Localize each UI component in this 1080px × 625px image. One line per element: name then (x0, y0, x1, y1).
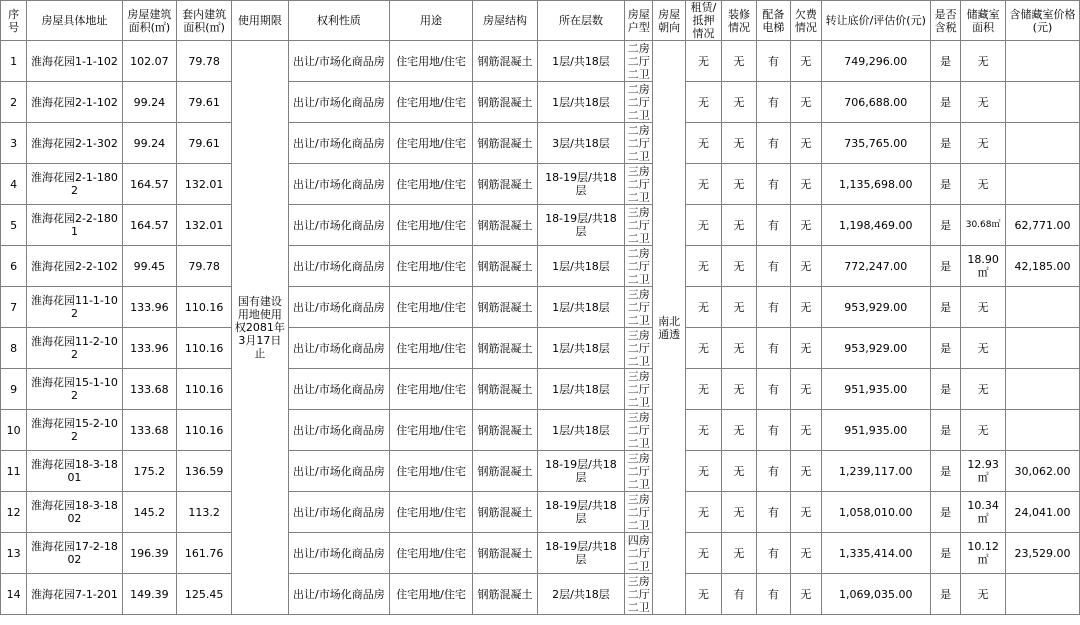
cell-structure: 钢筋混凝土 (473, 82, 538, 123)
cell-tax: 是 (930, 164, 960, 205)
cell-structure: 钢筋混凝土 (473, 574, 538, 615)
cell-storage-price (1005, 82, 1079, 123)
cell-seq: 2 (1, 82, 27, 123)
cell-floor: 1层/共18层 (537, 41, 624, 82)
cell-address: 淮海花园7-1-201 (27, 574, 122, 615)
cell-usage: 住宅用地/住宅 (390, 164, 473, 205)
cell-floor: 3层/共18层 (537, 123, 624, 164)
cell-tax: 是 (930, 451, 960, 492)
cell-inner-area: 79.78 (177, 246, 232, 287)
cell-layout: 二房二厅二卫 (625, 123, 653, 164)
cell-floor: 1层/共18层 (537, 369, 624, 410)
cell-lease: 无 (685, 246, 721, 287)
cell-elevator: 有 (756, 82, 790, 123)
cell-lease: 无 (685, 123, 721, 164)
cell-decoration: 无 (722, 328, 756, 369)
cell-property-right: 出让/市场化商品房 (288, 205, 389, 246)
cell-elevator: 有 (756, 41, 790, 82)
cell-storage-price (1005, 287, 1079, 328)
cell-structure: 钢筋混凝土 (473, 41, 538, 82)
header-term: 使用期限 (231, 1, 288, 41)
cell-usage: 住宅用地/住宅 (390, 246, 473, 287)
table-row (1, 574, 1080, 615)
cell-seq: 7 (1, 287, 27, 328)
cell-build-area: 99.45 (122, 246, 177, 287)
table-row (1, 246, 1080, 287)
cell-decoration: 无 (722, 164, 756, 205)
cell-lease: 无 (685, 41, 721, 82)
cell-usage: 住宅用地/住宅 (390, 287, 473, 328)
cell-storage-price (1005, 123, 1079, 164)
cell-elevator: 有 (756, 164, 790, 205)
cell-lease: 无 (685, 164, 721, 205)
cell-address: 淮海花园2-1-102 (27, 82, 122, 123)
cell-arrears: 无 (791, 41, 821, 82)
cell-layout: 四房二厅二卫 (625, 533, 653, 574)
cell-elevator: 有 (756, 287, 790, 328)
cell-inner-area: 110.16 (177, 410, 232, 451)
table-row (1, 164, 1080, 205)
cell-inner-area: 113.2 (177, 492, 232, 533)
cell-usage: 住宅用地/住宅 (390, 492, 473, 533)
cell-address: 淮海花园2-1-302 (27, 123, 122, 164)
cell-tax: 是 (930, 123, 960, 164)
cell-elevator: 有 (756, 410, 790, 451)
cell-storage-price: 62,771.00 (1005, 205, 1079, 246)
cell-floor: 1层/共18层 (537, 246, 624, 287)
cell-usage: 住宅用地/住宅 (390, 410, 473, 451)
cell-layout: 二房二厅二卫 (625, 246, 653, 287)
cell-layout: 三房二厅二卫 (625, 410, 653, 451)
cell-layout: 三房二厅二卫 (625, 328, 653, 369)
cell-property-right: 出让/市场化商品房 (288, 82, 389, 123)
header-structure: 房屋结构 (473, 1, 538, 41)
cell-property-right: 出让/市场化商品房 (288, 574, 389, 615)
cell-address: 淮海花园2-2-102 (27, 246, 122, 287)
cell-floor: 18-19层/共18层 (537, 451, 624, 492)
cell-price: 1,198,469.00 (821, 205, 930, 246)
cell-build-area: 133.68 (122, 410, 177, 451)
cell-storage-area: 无 (961, 574, 1006, 615)
cell-decoration: 无 (722, 82, 756, 123)
cell-storage-area: 10.34㎡ (961, 492, 1006, 533)
cell-storage-price: 30,062.00 (1005, 451, 1079, 492)
cell-elevator: 有 (756, 369, 790, 410)
cell-seq: 8 (1, 328, 27, 369)
cell-storage-price (1005, 369, 1079, 410)
cell-lease: 无 (685, 574, 721, 615)
cell-inner-area: 110.16 (177, 369, 232, 410)
cell-arrears: 无 (791, 164, 821, 205)
cell-decoration: 无 (722, 369, 756, 410)
cell-structure: 钢筋混凝土 (473, 533, 538, 574)
cell-price: 1,069,035.00 (821, 574, 930, 615)
cell-layout: 二房二厅二卫 (625, 82, 653, 123)
cell-layout: 三房二厅二卫 (625, 574, 653, 615)
cell-lease: 无 (685, 287, 721, 328)
cell-property-right: 出让/市场化商品房 (288, 410, 389, 451)
cell-price: 953,929.00 (821, 287, 930, 328)
cell-inner-area: 110.16 (177, 287, 232, 328)
header-orientation: 房屋朝向 (653, 1, 685, 41)
header-price: 转让底价/评估价(元) (821, 1, 930, 41)
cell-structure: 钢筋混凝土 (473, 123, 538, 164)
cell-inner-area: 132.01 (177, 205, 232, 246)
cell-property-right: 出让/市场化商品房 (288, 164, 389, 205)
cell-decoration: 无 (722, 410, 756, 451)
cell-address: 淮海花园15-2-102 (27, 410, 122, 451)
header-row (1, 1, 1080, 41)
table-row (1, 287, 1080, 328)
cell-tax: 是 (930, 410, 960, 451)
cell-lease: 无 (685, 410, 721, 451)
cell-usage: 住宅用地/住宅 (390, 205, 473, 246)
cell-price: 706,688.00 (821, 82, 930, 123)
cell-lease: 无 (685, 533, 721, 574)
cell-storage-price: 24,041.00 (1005, 492, 1079, 533)
cell-address: 淮海花园11-2-102 (27, 328, 122, 369)
cell-seq: 14 (1, 574, 27, 615)
cell-address: 淮海花园1-1-102 (27, 41, 122, 82)
cell-usage: 住宅用地/住宅 (390, 123, 473, 164)
cell-address: 淮海花园17-2-1802 (27, 533, 122, 574)
table-row (1, 82, 1080, 123)
cell-storage-area: 18.90㎡ (961, 246, 1006, 287)
cell-structure: 钢筋混凝土 (473, 410, 538, 451)
cell-tax: 是 (930, 369, 960, 410)
cell-elevator: 有 (756, 328, 790, 369)
cell-seq: 11 (1, 451, 27, 492)
cell-build-area: 102.07 (122, 41, 177, 82)
cell-price: 951,935.00 (821, 410, 930, 451)
cell-structure: 钢筋混凝土 (473, 369, 538, 410)
table-row (1, 123, 1080, 164)
header-seq: 序号 (1, 1, 27, 41)
cell-lease: 无 (685, 82, 721, 123)
cell-layout: 三房二厅二卫 (625, 451, 653, 492)
cell-usage: 住宅用地/住宅 (390, 451, 473, 492)
cell-storage-price (1005, 328, 1079, 369)
cell-usage: 住宅用地/住宅 (390, 533, 473, 574)
cell-tax: 是 (930, 287, 960, 328)
table-row (1, 492, 1080, 533)
table-row (1, 328, 1080, 369)
cell-address: 淮海花园18-3-1801 (27, 451, 122, 492)
cell-structure: 钢筋混凝土 (473, 205, 538, 246)
cell-tax: 是 (930, 533, 960, 574)
header-property-right: 权利性质 (288, 1, 389, 41)
cell-price: 735,765.00 (821, 123, 930, 164)
cell-inner-area: 79.61 (177, 123, 232, 164)
cell-decoration: 有 (722, 574, 756, 615)
cell-inner-area: 132.01 (177, 164, 232, 205)
cell-inner-area: 79.61 (177, 82, 232, 123)
cell-floor: 18-19层/共18层 (537, 492, 624, 533)
cell-usage: 住宅用地/住宅 (390, 82, 473, 123)
cell-storage-area: 10.12㎡ (961, 533, 1006, 574)
cell-elevator: 有 (756, 492, 790, 533)
header-storage-area: 储藏室面积 (961, 1, 1006, 41)
cell-property-right: 出让/市场化商品房 (288, 287, 389, 328)
cell-property-right: 出让/市场化商品房 (288, 369, 389, 410)
cell-elevator: 有 (756, 246, 790, 287)
cell-tax: 是 (930, 41, 960, 82)
cell-price: 772,247.00 (821, 246, 930, 287)
cell-storage-price: 23,529.00 (1005, 533, 1079, 574)
cell-lease: 无 (685, 451, 721, 492)
cell-build-area: 145.2 (122, 492, 177, 533)
cell-inner-area: 125.45 (177, 574, 232, 615)
cell-orientation: 南北通透 (653, 41, 685, 615)
cell-inner-area: 110.16 (177, 328, 232, 369)
cell-property-right: 出让/市场化商品房 (288, 533, 389, 574)
cell-lease: 无 (685, 205, 721, 246)
cell-price: 749,296.00 (821, 41, 930, 82)
cell-lease: 无 (685, 369, 721, 410)
cell-seq: 10 (1, 410, 27, 451)
cell-seq: 1 (1, 41, 27, 82)
cell-property-right: 出让/市场化商品房 (288, 328, 389, 369)
cell-storage-price (1005, 574, 1079, 615)
cell-structure: 钢筋混凝土 (473, 246, 538, 287)
cell-price: 1,135,698.00 (821, 164, 930, 205)
cell-tax: 是 (930, 328, 960, 369)
header-inner-area: 套内建筑面积(㎡) (177, 1, 232, 41)
cell-storage-price (1005, 41, 1079, 82)
header-usage: 用途 (390, 1, 473, 41)
cell-floor: 1层/共18层 (537, 410, 624, 451)
cell-structure: 钢筋混凝土 (473, 164, 538, 205)
cell-seq: 9 (1, 369, 27, 410)
cell-term: 国有建设用地使用权2081年3月17日止 (231, 41, 288, 615)
cell-layout: 三房二厅二卫 (625, 205, 653, 246)
cell-usage: 住宅用地/住宅 (390, 574, 473, 615)
table-row (1, 410, 1080, 451)
cell-build-area: 164.57 (122, 205, 177, 246)
cell-inner-area: 161.76 (177, 533, 232, 574)
cell-build-area: 175.2 (122, 451, 177, 492)
cell-elevator: 有 (756, 451, 790, 492)
cell-decoration: 无 (722, 246, 756, 287)
cell-elevator: 有 (756, 123, 790, 164)
cell-address: 淮海花园2-1-1802 (27, 164, 122, 205)
cell-price: 953,929.00 (821, 328, 930, 369)
cell-address: 淮海花园18-3-1802 (27, 492, 122, 533)
cell-build-area: 149.39 (122, 574, 177, 615)
cell-arrears: 无 (791, 492, 821, 533)
cell-elevator: 有 (756, 574, 790, 615)
cell-build-area: 133.68 (122, 369, 177, 410)
cell-layout: 三房二厅二卫 (625, 287, 653, 328)
cell-arrears: 无 (791, 82, 821, 123)
cell-storage-area: 12.93㎡ (961, 451, 1006, 492)
table-row (1, 451, 1080, 492)
cell-seq: 3 (1, 123, 27, 164)
cell-inner-area: 79.78 (177, 41, 232, 82)
cell-storage-area: 无 (961, 328, 1006, 369)
cell-arrears: 无 (791, 451, 821, 492)
cell-seq: 5 (1, 205, 27, 246)
cell-layout: 二房二厅二卫 (625, 41, 653, 82)
header-decoration: 装修情况 (722, 1, 756, 41)
cell-storage-area: 无 (961, 41, 1006, 82)
cell-floor: 18-19层/共18层 (537, 533, 624, 574)
cell-decoration: 无 (722, 287, 756, 328)
cell-storage-price: 42,185.00 (1005, 246, 1079, 287)
cell-usage: 住宅用地/住宅 (390, 41, 473, 82)
cell-floor: 1层/共18层 (537, 287, 624, 328)
header-build-area: 房屋建筑面积(㎡) (122, 1, 177, 41)
cell-price: 1,058,010.00 (821, 492, 930, 533)
table-row (1, 533, 1080, 574)
cell-layout: 三房二厅二卫 (625, 492, 653, 533)
cell-tax: 是 (930, 492, 960, 533)
cell-decoration: 无 (722, 533, 756, 574)
cell-build-area: 164.57 (122, 164, 177, 205)
cell-storage-area: 无 (961, 287, 1006, 328)
cell-floor: 18-19层/共18层 (537, 164, 624, 205)
cell-usage: 住宅用地/住宅 (390, 328, 473, 369)
cell-arrears: 无 (791, 533, 821, 574)
cell-seq: 6 (1, 246, 27, 287)
table-row (1, 369, 1080, 410)
cell-arrears: 无 (791, 246, 821, 287)
table-body (1, 41, 1080, 615)
cell-property-right: 出让/市场化商品房 (288, 451, 389, 492)
header-elevator: 配备电梯 (756, 1, 790, 41)
cell-structure: 钢筋混凝土 (473, 451, 538, 492)
cell-price: 951,935.00 (821, 369, 930, 410)
cell-tax: 是 (930, 205, 960, 246)
cell-floor: 18-19层/共18层 (537, 205, 624, 246)
cell-address: 淮海花园15-1-102 (27, 369, 122, 410)
cell-seq: 4 (1, 164, 27, 205)
cell-tax: 是 (930, 246, 960, 287)
cell-elevator: 有 (756, 533, 790, 574)
cell-arrears: 无 (791, 574, 821, 615)
header-floor: 所在层数 (537, 1, 624, 41)
cell-decoration: 无 (722, 205, 756, 246)
cell-lease: 无 (685, 328, 721, 369)
table-row (1, 41, 1080, 82)
cell-floor: 1层/共18层 (537, 82, 624, 123)
header-lease: 租赁/抵押情况 (685, 1, 721, 41)
cell-build-area: 99.24 (122, 82, 177, 123)
cell-property-right: 出让/市场化商品房 (288, 492, 389, 533)
cell-address: 淮海花园11-1-102 (27, 287, 122, 328)
cell-storage-price (1005, 164, 1079, 205)
header-arrears: 欠费情况 (791, 1, 821, 41)
cell-usage: 住宅用地/住宅 (390, 369, 473, 410)
cell-decoration: 无 (722, 451, 756, 492)
cell-arrears: 无 (791, 410, 821, 451)
cell-decoration: 无 (722, 123, 756, 164)
cell-build-area: 99.24 (122, 123, 177, 164)
cell-build-area: 133.96 (122, 287, 177, 328)
cell-storage-area: 无 (961, 123, 1006, 164)
cell-structure: 钢筋混凝土 (473, 328, 538, 369)
cell-seq: 13 (1, 533, 27, 574)
cell-floor: 1层/共18层 (537, 328, 624, 369)
cell-property-right: 出让/市场化商品房 (288, 123, 389, 164)
cell-arrears: 无 (791, 328, 821, 369)
cell-storage-price (1005, 410, 1079, 451)
table-row (1, 205, 1080, 246)
cell-property-right: 出让/市场化商品房 (288, 246, 389, 287)
cell-storage-area: 无 (961, 82, 1006, 123)
cell-structure: 钢筋混凝土 (473, 287, 538, 328)
cell-arrears: 无 (791, 123, 821, 164)
cell-build-area: 133.96 (122, 328, 177, 369)
cell-arrears: 无 (791, 369, 821, 410)
cell-storage-area: 无 (961, 369, 1006, 410)
cell-price: 1,239,117.00 (821, 451, 930, 492)
cell-storage-area: 无 (961, 164, 1006, 205)
cell-build-area: 196.39 (122, 533, 177, 574)
cell-seq: 12 (1, 492, 27, 533)
header-address: 房屋具体地址 (27, 1, 122, 41)
header-tax: 是否含税 (930, 1, 960, 41)
cell-decoration: 无 (722, 492, 756, 533)
cell-property-right: 出让/市场化商品房 (288, 41, 389, 82)
cell-address: 淮海花园2-2-1801 (27, 205, 122, 246)
cell-storage-area: 30.68㎡ (961, 205, 1006, 246)
cell-tax: 是 (930, 574, 960, 615)
cell-storage-area: 无 (961, 410, 1006, 451)
cell-decoration: 无 (722, 41, 756, 82)
cell-structure: 钢筋混凝土 (473, 492, 538, 533)
cell-price: 1,335,414.00 (821, 533, 930, 574)
cell-arrears: 无 (791, 287, 821, 328)
cell-layout: 三房二厅二卫 (625, 369, 653, 410)
cell-elevator: 有 (756, 205, 790, 246)
cell-layout: 三房二厅二卫 (625, 164, 653, 205)
cell-lease: 无 (685, 492, 721, 533)
cell-tax: 是 (930, 82, 960, 123)
cell-arrears: 无 (791, 205, 821, 246)
cell-inner-area: 136.59 (177, 451, 232, 492)
header-storage-price: 含储藏室价格(元) (1005, 1, 1079, 41)
cell-floor: 2层/共18层 (537, 574, 624, 615)
header-layout: 房屋户型 (625, 1, 653, 41)
